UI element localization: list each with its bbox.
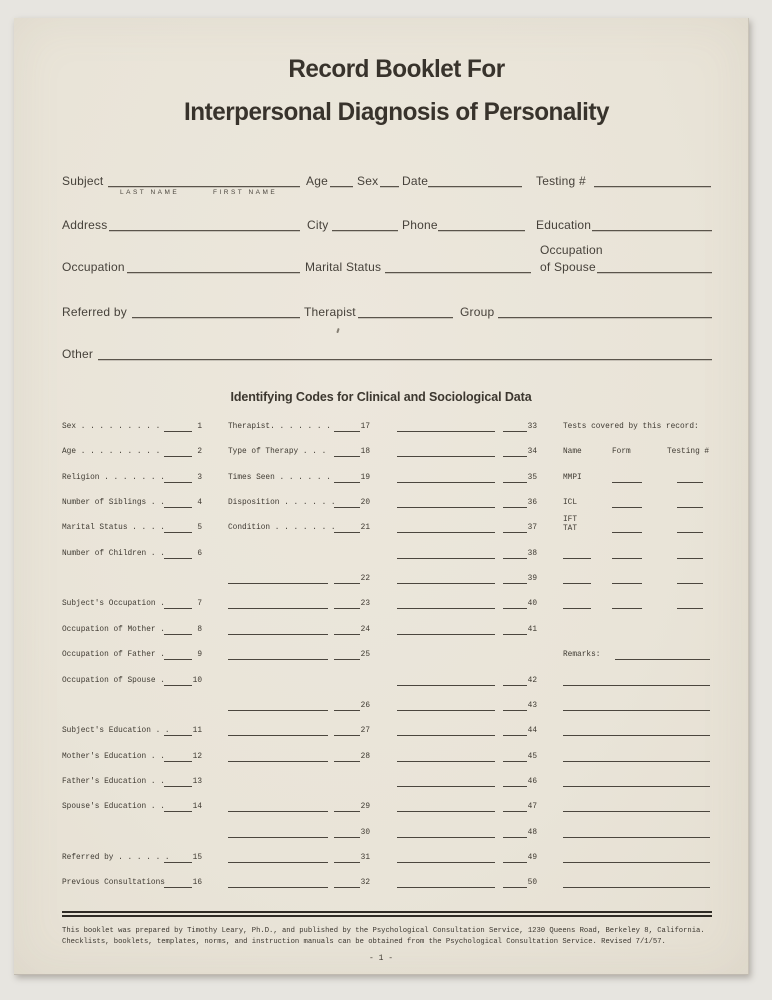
code-number: 5	[197, 524, 202, 533]
tests-header-form: Form	[612, 448, 631, 457]
publisher-note-line2: Checklists, booklets, templates, norms, and instruction manuals can be obtained from the Psychological Consultation Service. Revised 7/1/57.	[62, 938, 666, 947]
test-name-blank-line	[563, 558, 591, 559]
code-number: 19	[360, 473, 370, 482]
code-label: Age . . . . . . . . .	[62, 448, 161, 457]
code-number: 1	[197, 423, 202, 431]
code-blank-line	[334, 431, 360, 432]
remarks-line	[563, 837, 710, 838]
remarks-label: Remarks:	[563, 651, 601, 660]
remarks-line	[563, 786, 710, 787]
code-blank-line	[503, 608, 527, 609]
code-number: 47	[527, 803, 537, 812]
test-testing-number-blank-line	[677, 558, 703, 559]
code-number: 34	[527, 448, 537, 457]
test-form-blank-line	[612, 532, 642, 533]
code-blank-line	[164, 659, 192, 660]
test-testing-number-blank-line	[677, 608, 703, 609]
code-blank-line	[334, 710, 360, 711]
code-blank-line	[164, 507, 192, 508]
tests-header-testing-number: Testing #	[667, 448, 710, 457]
code-label: Religion . . . . . . .	[62, 473, 165, 482]
code-blank-line	[334, 507, 360, 508]
other-label: Other	[62, 347, 94, 361]
test-testing-number-blank-line	[677, 482, 703, 483]
remarks-line	[563, 761, 710, 762]
address-label: Address	[62, 218, 108, 232]
subject-label: Subject	[62, 174, 104, 188]
code-label: Condition . . . . . . .	[228, 524, 336, 533]
code-write-in-line	[397, 811, 495, 812]
form-title-line2: Interpersonal Diagnosis of Personality	[184, 98, 609, 126]
code-write-in-line	[397, 608, 495, 609]
code-number: 43	[527, 701, 537, 710]
code-number: 17	[360, 423, 370, 431]
code-number: 27	[360, 727, 370, 736]
code-blank-line	[503, 786, 527, 787]
code-blank-line	[334, 837, 360, 838]
code-label: Father's Education . .	[62, 777, 165, 786]
codes-section-heading: Identifying Codes for Clinical and Sociological Data	[230, 390, 532, 404]
code-blank-line	[503, 583, 527, 584]
code-blank-line	[164, 887, 192, 888]
code-number: 4	[197, 499, 202, 508]
remarks-line	[563, 862, 710, 863]
code-number: 13	[192, 777, 202, 786]
remarks-line	[563, 735, 710, 736]
code-label: Times Seen . . . . . .	[228, 473, 331, 482]
code-write-in-line	[228, 608, 328, 609]
code-number: 6	[197, 549, 202, 558]
code-number: 29	[360, 803, 370, 812]
code-number: 38	[527, 549, 537, 558]
code-blank-line	[503, 735, 527, 736]
code-write-in-line	[397, 482, 495, 483]
code-number: 23	[360, 600, 370, 609]
code-blank-line	[503, 431, 527, 432]
test-form-blank-line	[612, 608, 642, 609]
test-name: TAT	[563, 525, 578, 534]
form-page	[14, 18, 749, 975]
code-blank-line	[334, 735, 360, 736]
code-blank-line	[334, 659, 360, 660]
code-label: Occupation of Spouse .	[62, 676, 165, 685]
remarks-line	[563, 887, 710, 888]
code-number: 50	[527, 879, 537, 888]
code-blank-line	[503, 558, 527, 559]
code-blank-line	[334, 811, 360, 812]
code-blank-line	[334, 482, 360, 483]
testing-number-label: Testing #	[536, 174, 586, 188]
code-label: Number of Siblings . .	[62, 499, 165, 508]
code-blank-line	[334, 583, 360, 584]
subject-last-name-hint: LAST NAME	[120, 189, 180, 196]
test-testing-number-blank-line	[677, 507, 703, 508]
remarks-line	[563, 811, 710, 812]
tests-header-name: Name	[563, 448, 582, 457]
code-write-in-line	[397, 761, 495, 762]
code-write-in-line	[228, 862, 328, 863]
code-number: 35	[527, 473, 537, 482]
publisher-note-line1: This booklet was prepared by Timothy Leary, Ph.D., and published by the Psychological Consultation Service, 1230 Queens Road, Berkeley 8, California.	[62, 927, 705, 935]
test-form-blank-line	[612, 583, 642, 584]
test-form-blank-line	[612, 482, 642, 483]
test-name: IFT	[563, 516, 578, 525]
code-number: 20	[360, 499, 370, 508]
subject-first-name-hint: FIRST NAME	[213, 189, 278, 196]
remarks-line	[563, 685, 710, 686]
code-blank-line	[503, 887, 527, 888]
code-write-in-line	[228, 710, 328, 711]
code-write-in-line	[397, 837, 495, 838]
code-blank-line	[164, 558, 192, 559]
code-blank-line	[164, 761, 192, 762]
code-write-in-line	[397, 583, 495, 584]
test-form-blank-line	[612, 507, 642, 508]
code-blank-line	[164, 431, 192, 432]
code-number: 40	[527, 600, 537, 609]
code-number: 24	[360, 625, 370, 634]
remarks-line	[615, 659, 710, 660]
code-write-in-line	[228, 837, 328, 838]
phone-label: Phone	[402, 218, 438, 232]
code-write-in-line	[228, 735, 328, 736]
code-blank-line	[164, 456, 192, 457]
group-label: Group	[460, 305, 495, 319]
code-blank-line	[503, 532, 527, 533]
code-number: 42	[527, 676, 537, 685]
code-label: Number of Children . .	[62, 549, 165, 558]
code-blank-line	[334, 456, 360, 457]
code-blank-line	[503, 837, 527, 838]
code-blank-line	[503, 811, 527, 812]
code-label: Mother's Education . .	[62, 752, 165, 761]
code-label: Type of Therapy . . .	[228, 448, 327, 457]
code-label: Previous Consultations	[62, 879, 165, 888]
code-write-in-line	[397, 786, 495, 787]
code-blank-line	[503, 634, 527, 635]
code-number: 22	[360, 575, 370, 584]
code-number: 7	[197, 600, 202, 609]
code-number: 9	[197, 651, 202, 660]
code-number: 48	[527, 828, 537, 837]
test-name-blank-line	[563, 583, 591, 584]
code-blank-line	[164, 862, 192, 863]
code-label: Occupation of Father .	[62, 651, 165, 660]
date-label: Date	[402, 174, 429, 188]
code-blank-line	[503, 507, 527, 508]
city-label: City	[307, 218, 329, 232]
code-write-in-line	[397, 710, 495, 711]
code-blank-line	[334, 608, 360, 609]
code-write-in-line	[397, 887, 495, 888]
code-number: 44	[527, 727, 537, 736]
code-label: Disposition . . . . . .	[228, 499, 336, 508]
test-name: ICL	[563, 499, 578, 508]
code-label: Marital Status . . . .	[62, 524, 165, 533]
code-number: 36	[527, 499, 537, 508]
code-label: Therapist. . . . . . .	[228, 423, 331, 431]
code-number: 49	[527, 853, 537, 862]
code-blank-line	[334, 761, 360, 762]
code-label: Occupation of Mother .	[62, 625, 165, 634]
code-blank-line	[334, 862, 360, 863]
code-number: 16	[192, 879, 202, 888]
page-number: - 1 -	[368, 954, 393, 963]
code-number: 26	[360, 701, 370, 710]
test-form-blank-line	[612, 558, 642, 559]
code-number: 10	[192, 676, 202, 685]
code-label: Spouse's Education . .	[62, 803, 165, 812]
code-number: 46	[527, 777, 537, 786]
test-testing-number-blank-line	[677, 532, 703, 533]
code-number: 14	[192, 803, 202, 812]
occupation-of-spouse-label-line1: Occupation	[540, 243, 603, 257]
code-number: 18	[360, 448, 370, 457]
publisher-note	[62, 926, 705, 949]
remarks-line	[563, 710, 710, 711]
code-write-in-line	[397, 634, 495, 635]
code-blank-line	[334, 634, 360, 635]
code-label: Subject's Occupation .	[62, 600, 165, 609]
occupation-of-spouse-label-line2: of Spouse	[540, 260, 596, 274]
test-name: MMPI	[563, 473, 582, 482]
code-number: 21	[360, 524, 370, 533]
code-write-in-line	[397, 862, 495, 863]
occupation-label: Occupation	[62, 260, 125, 274]
code-write-in-line	[397, 507, 495, 508]
code-write-in-line	[397, 456, 495, 457]
code-write-in-line	[228, 811, 328, 812]
code-blank-line	[503, 862, 527, 863]
code-write-in-line	[228, 659, 328, 660]
code-label: Subject's Education . .	[62, 727, 170, 736]
code-blank-line	[164, 786, 192, 787]
code-blank-line	[164, 735, 192, 736]
code-write-in-line	[228, 887, 328, 888]
code-blank-line	[164, 634, 192, 635]
code-blank-line	[503, 482, 527, 483]
code-blank-line	[164, 685, 192, 686]
code-blank-line	[334, 887, 360, 888]
code-number: 12	[192, 752, 202, 761]
code-number: 15	[192, 853, 202, 862]
code-blank-line	[503, 685, 527, 686]
code-write-in-line	[397, 431, 495, 432]
code-blank-line	[164, 608, 192, 609]
tests-covered-title: Tests covered by this record:	[563, 423, 699, 431]
referred-by-label: Referred by	[62, 305, 127, 319]
code-number: 33	[527, 423, 537, 431]
code-number: 2	[197, 448, 202, 457]
code-write-in-line	[228, 634, 328, 635]
code-number: 45	[527, 752, 537, 761]
code-number: 8	[197, 625, 202, 634]
sex-label: Sex	[357, 174, 379, 188]
form-title-line1: Record Booklet For	[288, 55, 505, 83]
code-blank-line	[164, 482, 192, 483]
code-number: 28	[360, 752, 370, 761]
code-write-in-line	[397, 558, 495, 559]
code-label: Referred by . . . . . .	[62, 853, 170, 862]
code-blank-line	[503, 710, 527, 711]
education-label: Education	[536, 218, 592, 232]
code-write-in-line	[397, 685, 495, 686]
code-number: 37	[527, 524, 537, 533]
code-write-in-line	[228, 583, 328, 584]
code-number: 30	[360, 828, 370, 837]
age-label: Age	[306, 174, 328, 188]
footer-rule-bottom	[62, 915, 712, 917]
code-number: 41	[527, 625, 537, 634]
code-blank-line	[334, 532, 360, 533]
code-number: 31	[360, 853, 370, 862]
code-blank-line	[503, 456, 527, 457]
code-number: 11	[192, 727, 202, 736]
test-name-blank-line	[563, 608, 591, 609]
footer-rule-top	[62, 911, 712, 913]
code-number: 32	[360, 879, 370, 888]
test-testing-number-blank-line	[677, 583, 703, 584]
code-write-in-line	[228, 761, 328, 762]
code-number: 39	[527, 575, 537, 584]
code-number: 3	[197, 473, 202, 482]
marital-status-label: Marital Status	[305, 260, 382, 274]
code-number: 25	[360, 651, 370, 660]
code-label: Sex . . . . . . . . .	[62, 423, 161, 431]
code-blank-line	[164, 532, 192, 533]
therapist-label: Therapist	[304, 305, 356, 319]
identifying-codes-grid	[14, 18, 748, 974]
code-blank-line	[503, 761, 527, 762]
code-write-in-line	[397, 735, 495, 736]
code-write-in-line	[397, 532, 495, 533]
code-blank-line	[164, 811, 192, 812]
